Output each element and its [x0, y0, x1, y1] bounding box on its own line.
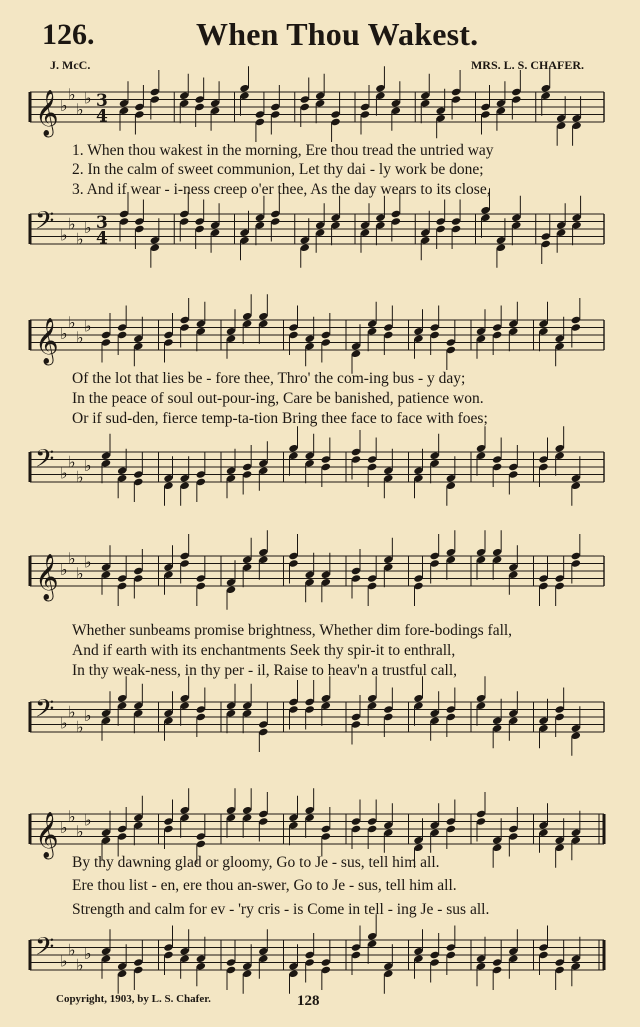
flat-icon: ♭ [68, 214, 76, 234]
flat-icon: ♭ [68, 806, 76, 826]
flat-icon: ♭ [76, 99, 84, 119]
bass-clef-icon: 𝄢 [35, 206, 55, 242]
lyric-verse-2: Ere thou list - en, ere thou an-swer, Go to Je - sus, tell him all. [72, 877, 457, 894]
treble-staff [28, 84, 606, 134]
flat-icon: ♭ [84, 810, 92, 830]
flat-icon: ♭ [76, 717, 84, 737]
flat-icon: ♭ [60, 96, 68, 115]
copyright-notice: Copyright, 1903, by L. S. Chafer. [56, 993, 211, 1005]
lyric-verse-1: By thy dawning glad or gloomy, Go to Je - sus, tell him all. [72, 854, 440, 871]
flat-icon: ♭ [76, 467, 84, 487]
treble-clef-icon: 𝄞 [35, 90, 59, 136]
flat-icon: ♭ [84, 456, 92, 475]
treble-staff [28, 312, 606, 362]
flat-icon: ♭ [84, 88, 92, 108]
hymn-number: 126. [42, 18, 95, 51]
flat-icon: ♭ [60, 225, 68, 245]
flat-icon: ♭ [68, 452, 76, 472]
flat-icon: ♭ [68, 702, 76, 722]
flat-icon: ♭ [60, 324, 68, 343]
lyric-verse-1: Of the lot that lies be - fore thee, Thro' the com-ing bus - y day; [72, 370, 466, 387]
bass-staff [28, 694, 606, 744]
lyric-verse-1: 1. When thou wakest in the morning, Ere thou tread the untried way [72, 142, 494, 159]
treble-clef-icon: 𝄞 [35, 318, 59, 364]
flat-icon: ♭ [60, 463, 68, 483]
lyric-verse-2: In the peace of soul out-pour-ing, Care be banished, patience won. [72, 390, 484, 407]
time-signature-bottom: 4 [96, 228, 108, 249]
music-credit: J. McC. [50, 58, 91, 72]
page-number: 128 [297, 993, 320, 1009]
lyric-verse-2: 2. In the calm of sweet communion, Let thy dai - ly work be done; [72, 161, 484, 178]
lyric-verse-1: Whether sunbeams promise brightness, Whether dim fore-bodings fall, [72, 622, 513, 639]
flat-icon: ♭ [76, 563, 84, 583]
time-signature-bottom: 4 [96, 106, 108, 127]
treble-clef-icon: 𝄞 [35, 812, 59, 858]
bass-staff [28, 932, 606, 982]
lyric-verse-3: In thy weak-ness, in thy per - il, Raise to heav'n a trustful call, [72, 662, 458, 679]
flat-icon: ♭ [60, 713, 68, 733]
flat-icon: ♭ [60, 951, 68, 971]
words-credit: MRS. L. S. CHAFER. [470, 58, 584, 72]
bass-clef-icon: 𝄢 [35, 932, 55, 968]
bass-clef-icon: 𝄢 [35, 444, 55, 480]
flat-icon: ♭ [68, 940, 76, 960]
flat-icon: ♭ [76, 229, 84, 249]
bass-staff [28, 444, 606, 494]
flat-icon: ♭ [84, 552, 92, 572]
time-signature-top: 3 [96, 90, 108, 111]
flat-icon: ♭ [76, 955, 84, 975]
treble-staff [28, 806, 606, 856]
flat-icon: ♭ [68, 548, 76, 568]
flat-icon: ♭ [76, 327, 84, 347]
lyric-verse-3: 3. And if wear - i-ness creep o'er thee, As the day wears to its close, [72, 181, 491, 198]
lyric-verse-2: And if earth with its enchantments Seek thy spir-it to enthrall, [72, 642, 456, 659]
flat-icon: ♭ [84, 316, 92, 336]
lyric-verse-3: Strength and calm for ev - 'ry cris - is Come in tell - ing Je - sus all. [72, 901, 490, 918]
flat-icon: ♭ [84, 706, 92, 725]
hymn-title: When Thou Wakest. [196, 16, 479, 52]
lyric-verse-3: Or if sud-den, fierce temp-ta-tion Bring thee face to face with foes; [72, 410, 488, 427]
treble-clef-icon: 𝄞 [35, 554, 59, 600]
flat-icon: ♭ [84, 944, 92, 963]
treble-staff [28, 548, 606, 598]
flat-icon: ♭ [68, 84, 76, 104]
bass-staff [28, 206, 606, 256]
flat-icon: ♭ [60, 560, 68, 579]
flat-icon: ♭ [60, 818, 68, 837]
flat-icon: ♭ [76, 821, 84, 841]
bass-clef-icon: 𝄢 [35, 694, 55, 730]
flat-icon: ♭ [68, 312, 76, 332]
time-signature-top: 3 [96, 212, 108, 233]
flat-icon: ♭ [84, 218, 92, 237]
